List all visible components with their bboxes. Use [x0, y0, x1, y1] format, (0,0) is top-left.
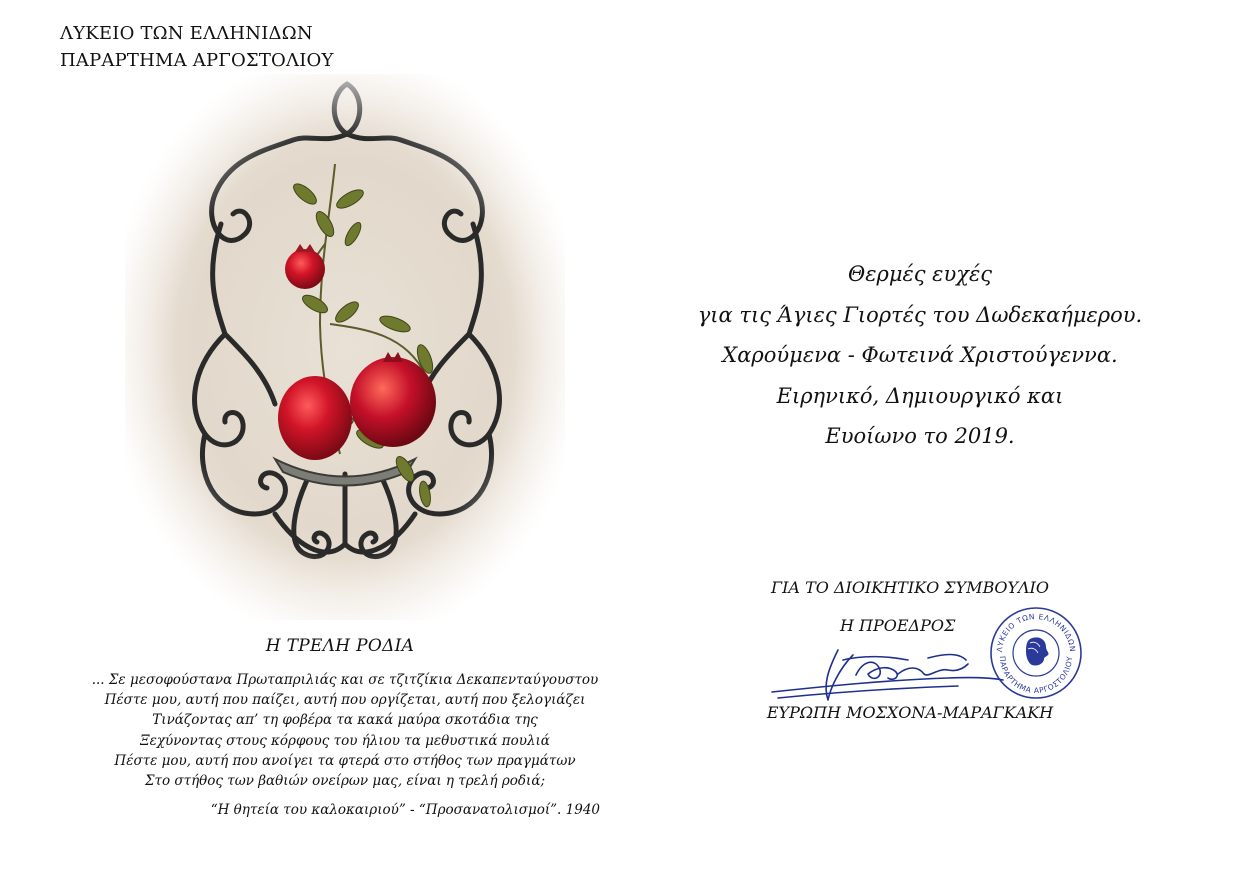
president-title: Η ΠΡΟΕΔΡΟΣ — [840, 616, 956, 635]
seal-top-text: ΛΥΚΕΙΟ ΤΩΝ ΕΛΛΗΝΙΔΩΝ — [994, 611, 1078, 653]
organization-header — [60, 20, 334, 74]
season-greetings — [650, 254, 1190, 457]
president-name: ΕΥΡΩΠΗ ΜΟΣΧΟΝΑ-ΜΑΡΑΓΚΑΚΗ — [766, 703, 1054, 722]
handwritten-signature — [768, 630, 1008, 710]
greeting-line: Ευοίωνο το 2019. — [825, 424, 1015, 448]
branch-name: ΠΑΡΑΡΤΗΜΑ ΑΡΓΟΣΤΟΛΙΟΥ — [60, 50, 334, 71]
board-signoff: ΓΙΑ ΤΟ ΔΙΟΙΚΗΤΙΚΟ ΣΥΜΒΟΥΛΙΟ — [771, 578, 1049, 597]
greeting-line: για τις Άγιες Γιορτές του Δωδεκαήμερου. — [697, 302, 1143, 327]
poem-line: ... Σε μεσοφούστανα Πρωταπριλιάς και σε τζιτζίκια Δεκαπενταύγουστου — [91, 672, 599, 688]
pomegranate-photo — [125, 74, 565, 620]
poem-line: Ξεχύνοντας στους κόρφους του ήλιου τα μεθυστικά πουλιά — [140, 732, 550, 749]
poem-line: Πέστε μου, αυτή που ανοίγει τα φτερά στο στήθος των πραγμάτων — [114, 752, 576, 769]
organization-seal — [988, 605, 1084, 701]
greeting-line: Ειρηνικό, Δημιουργικό και — [776, 383, 1064, 408]
organization-name: ΛΥΚΕΙΟ ΤΩΝ ΕΛΛΗΝΙΔΩΝ — [60, 23, 313, 44]
poem-line: Στο στήθος των βαθιών ονείρων μας, είναι η τρελή ροδιά; — [144, 773, 546, 790]
poem-line: Πέστε μου, αυτή που παίζει, αυτή που οργίζεται, αυτή που ξελογιάζει — [104, 692, 586, 709]
greeting-line: Θερμές ευχές — [848, 262, 992, 286]
poem-source: “Η θητεία του καλοκαιριού” - “Προσανατολισμοί”. 1940 — [210, 802, 600, 818]
poem-excerpt — [60, 670, 630, 791]
seal-bottom-text: ΠΑΡΑΡΤΗΜΑ ΑΡΓΟΣΤΟΛΙΟΥ — [997, 655, 1075, 696]
poem-line: Τινάζοντας απ’ τη φοβέρα τα κακά μαύρα σκοτάδια της — [152, 712, 538, 729]
poem-title: Η ΤΡΕΛΗ ΡΟΔΙΑ — [265, 636, 415, 656]
greeting-line: Χαρούμενα - Φωτεινά Χριστούγεννα. — [722, 343, 1118, 367]
